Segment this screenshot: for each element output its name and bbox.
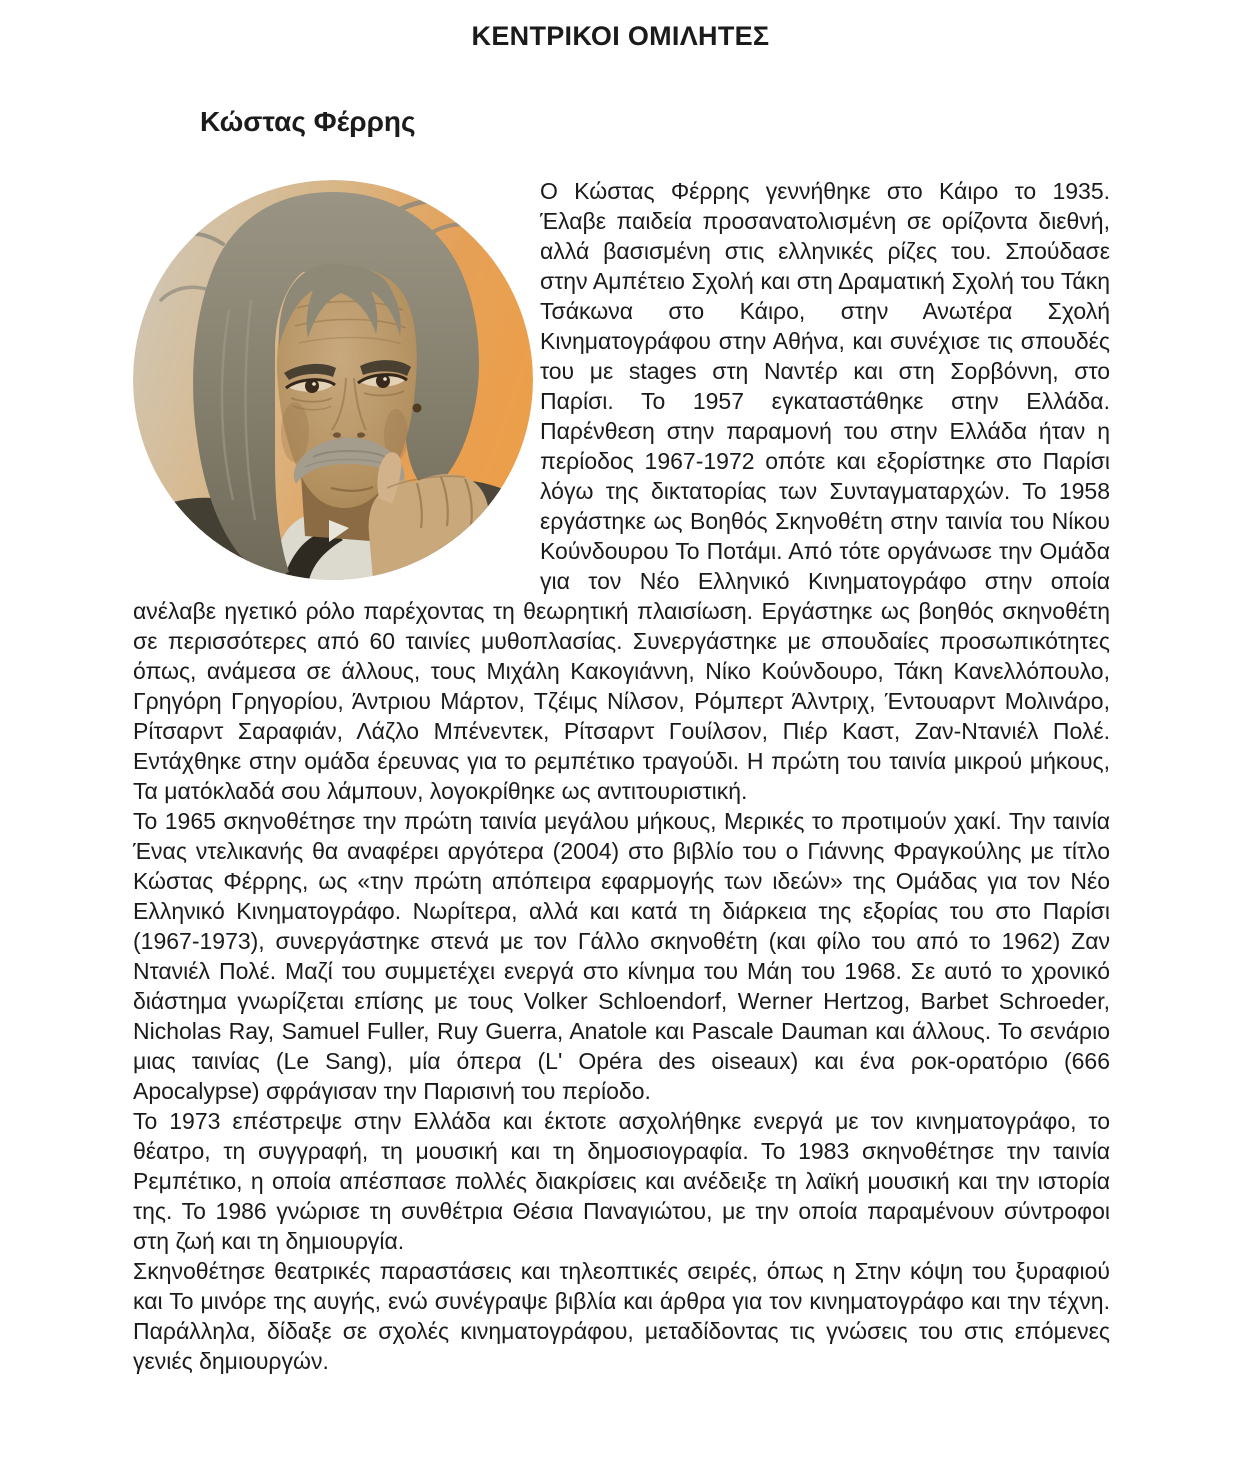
bio-paragraph-4: Σκηνοθέτησε θεατρικές παραστάσεις και τηλεοπτικές σειρές, όπως η Στην κόψη του ξυραφιού και Το μινόρε της αυγής, ενώ συνέγραψε βιβλία και άρθρα για τον κινηματογράφο και την τέχνη. Παράλληλα, δίδαξε σε σχολές κινηματογράφου, μεταδίδοντας τις γνώσεις του στις επόμενες γενιές δημιουργών. xyxy=(133,1258,1110,1374)
speaker-name: Κώστας Φέρρης xyxy=(200,106,416,137)
speaker-bio xyxy=(133,176,1110,1376)
bio-paragraph-3: Το 1973 επέστρεψε στην Ελλάδα και έκτοτε ασχολήθηκε ενεργά με τον κινηματογράφο, το θέατρο, τη συγγραφή, τη μουσική και τη δημοσιογραφία. Το 1983 σκηνοθέτησε την ταινία Ρεμπέτικο, η οποία απέσπασε πολλές διακρίσεις και ανέδειξε τη λαϊκή μουσική και την ιστορία της. Το 1986 γνώρισε τη συνθέτρια Θέσια Παναγιώτου, με την οποία παραμένουν σύντροφοι στη ζωή και τη δημιουργία. xyxy=(133,1108,1110,1254)
bio-paragraph-1: Ο Κώστας Φέρρης γεννήθηκε στο Κάιρο το 1935. Έλαβε παιδεία προσανατολισμένη σε ορίζοντα διεθνή, αλλά βασισμένη στις ελληνικές ρίζες του. Σπούδασε στην Αμπέτειο Σχολή και στη Δραματική Σχολή του Τάκη Τσάκωνα στο Κάιρο, στην Ανωτέρα Σχολή Κινηματογράφου στην Αθήνα, και συνέχισε τις σπουδές του με stages στη Ναντέρ και στη Σορβόννη, στο Παρίσι. Το 1957 εγκαταστάθηκε στην Ελλάδα. Παρένθεση στην παραμονή του στην Ελλάδα ήταν η περίοδος 1967-1972 οπότε και εξορίστηκε στο Παρίσι λόγω της δικτατορίας των Συνταγματαρχών. Το 1958 εργάστηκε ως Βοηθός Σκηνοθέτη στην ταινία του Νίκου Κούνδουρου Το Ποτάμι. Από τότε οργάνωσε την Ομάδα για τον Νέο Ελληνικό Κινηματογράφο στην οποία ανέλαβε ηγετικό ρόλο παρέχοντας τη θεωρητική πλαισίωση. Εργάστηκε ως βοηθός σκηνοθέτη σε περισσότερες από 60 ταινίες μυθοπλασίας. Συνεργάστηκε με σπουδαίες προσωπικότητες όπως, ανάμεσα σε άλλους, τους Μιχάλη Κακογιάννη, Νίκο Κούνδουρο, Τάκη Κανελλόπουλο, Γρηγόρη Γρηγορίου, Άντριου Μάρτον, Τζέιμς Νίλσον, Ρόμπερτ Άλντριχ, Έντουαρντ Μολινάρο, Ρίτσαρντ Σαραφιάν, Λάζλο Μπένεντεκ, Ρίτσαρντ Γουίλσον, Πιέρ Καστ, Ζαν-Ντανιέλ Πολέ. Εντάχθηκε στην ομάδα έρευνας για το ρεμπέτικο τραγούδι. Η πρώτη του ταινία μικρού μήκους, Τα ματόκλαδά σου λάμπουν, λογοκρίθηκε ως αντιτουριστική. xyxy=(133,178,1110,804)
bio-paragraph-2: Το 1965 σκηνοθέτησε την πρώτη ταινία μεγάλου μήκους, Μερικές το προτιμούν χακί. Την ταινία Ένας ντελικανής θα αναφέρει αργότερα (2004) στο βιβλίο του ο Γιάννης Φραγκούλης με τίτλο Κώστας Φέρρης, ως «την πρώτη απόπειρα εφαρμογής των ιδεών» της Ομάδας για τον Νέο Ελληνικό Κινηματογράφο. Νωρίτερα, αλλά και κατά τη διάρκεια της εξορίας του στο Παρίσι (1967-1973), συνεργάστηκε στενά με τον Γάλλο σκηνοθέτη (και φίλο του από το 1962) Ζαν Ντανιέλ Πολέ. Μαζί του συμμετέχει ενεργά στο κίνημα του Μάη του 1968. Σε αυτό το χρονικό διάστημα γνωρίζεται επίσης με τους Volker Schloendorf, Werner Hertzog, Barbet Schroeder, Nicholas Ray, Samuel Fuller, Ruy Guerra, Anatole και Pascale Dauman και άλλους. Το σενάριο μιας ταινίας (Le Sang), μία όπερα (L' Opéra des oiseaux) και ένα ροκ-ορατόριο (666 Apocalypse) σφράγισαν την Παρισινή του περίοδο. xyxy=(133,808,1110,1104)
portrait-image xyxy=(133,180,533,580)
speaker-photo xyxy=(133,176,540,594)
page-title: ΚΕΝΤΡΙΚΟΙ ΟΜΙΛΗΤΕΣ xyxy=(471,21,770,51)
